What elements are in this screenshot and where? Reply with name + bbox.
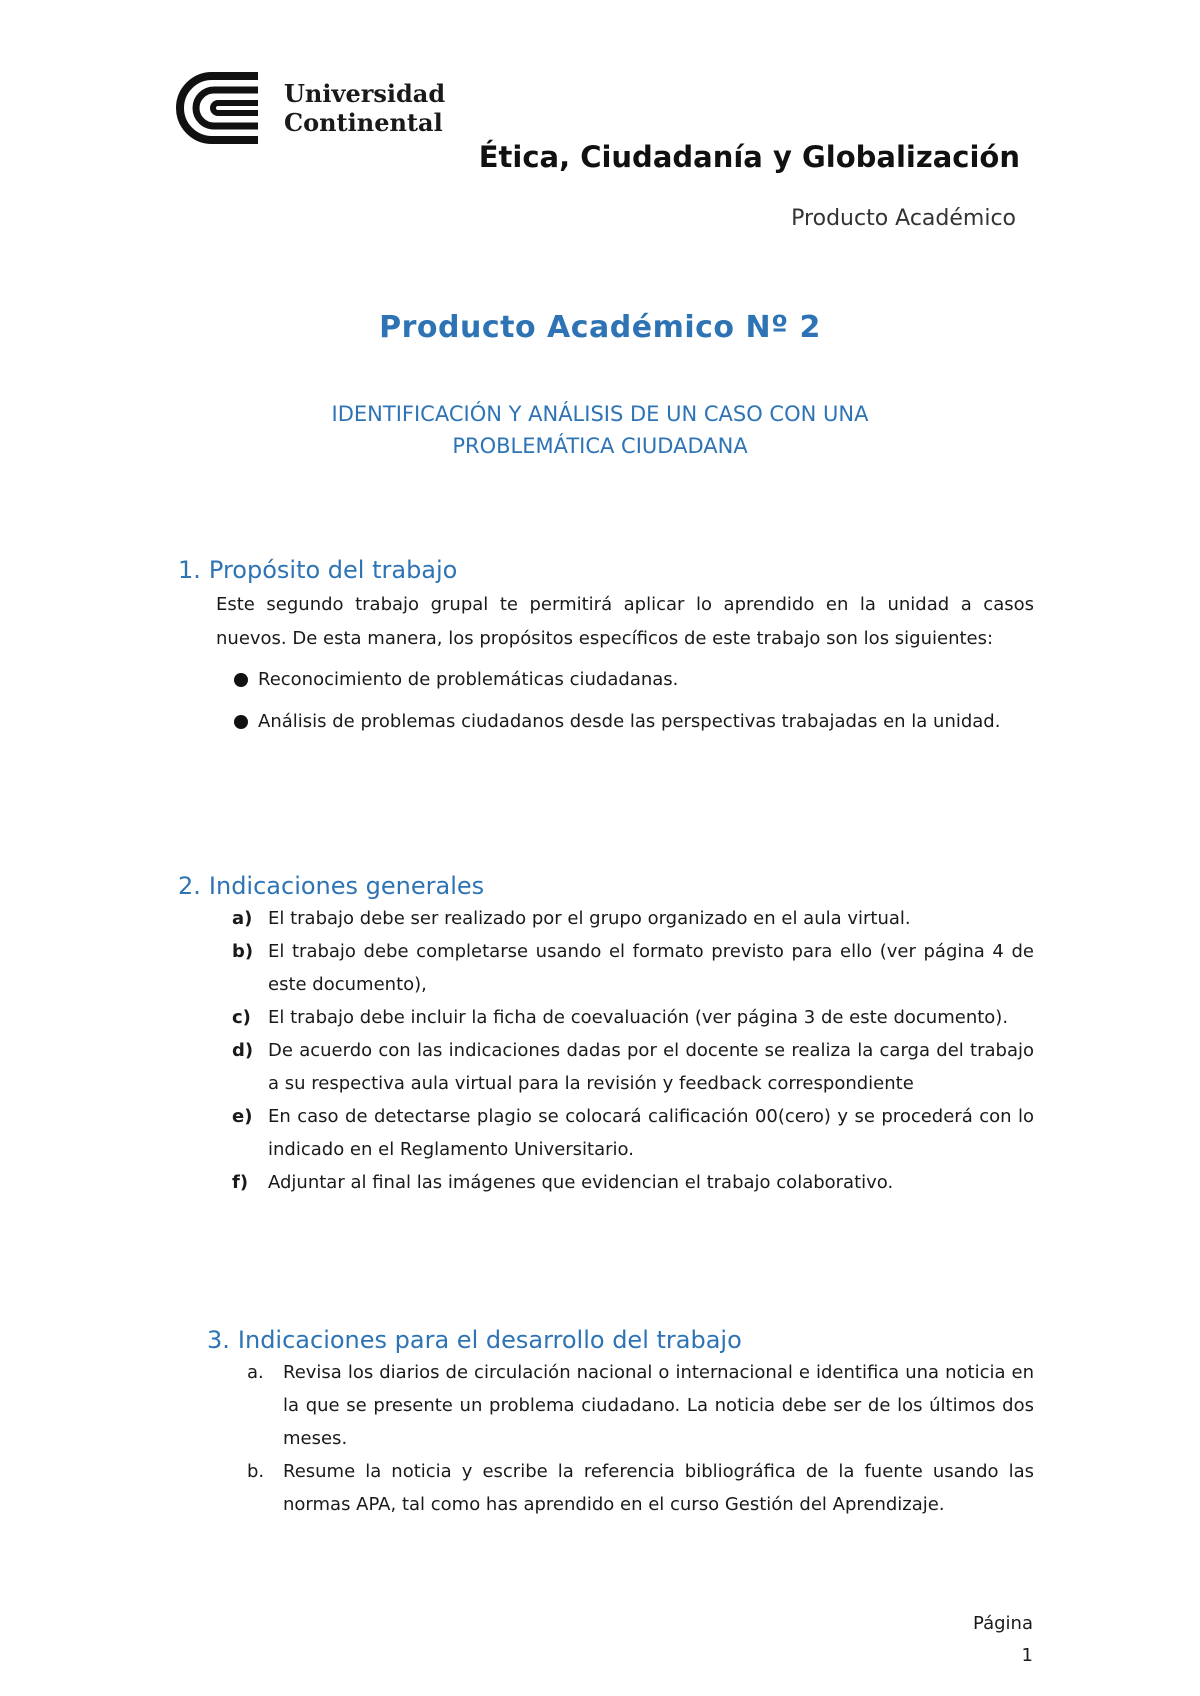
list-item xyxy=(232,902,1034,935)
section-title: Propósito del trabajo xyxy=(208,556,458,584)
list-item xyxy=(232,1034,1034,1100)
section-title: Indicaciones para el desarrollo del trabajo xyxy=(237,1326,742,1354)
document-subtitle-line-2: PROBLEMÁTICA CIUDADANA xyxy=(452,434,748,458)
list-item-text: Resume la noticia y escribe la referencia bibliográfica de la fuente usando las normas APA, tal como has aprendido en el curso Gestión del Aprendizaje. xyxy=(283,1461,1034,1515)
list-item-text: Adjuntar al final las imágenes que evidencian el trabajo colaborativo. xyxy=(268,1172,894,1193)
section-heading xyxy=(207,1326,1034,1354)
list-item-marker: a) xyxy=(232,908,253,929)
list-item-text: Revisa los diarios de circulación nacional o internacional e identifica una noticia en la que se presente un problema ciudadano. La noticia debe ser de los últimos dos meses. xyxy=(283,1362,1034,1449)
section-heading xyxy=(178,556,1034,584)
logo-wordmark xyxy=(284,79,445,137)
bullet-list xyxy=(232,660,1034,742)
course-title: Ética, Ciudadanía y Globalización xyxy=(478,140,1020,174)
list-item xyxy=(247,1455,1034,1521)
university-logo-icon xyxy=(172,70,264,146)
list-item xyxy=(232,935,1034,1001)
list-item-text: El trabajo debe ser realizado por el grupo organizado en el aula virtual. xyxy=(268,908,911,929)
list-item-text: En caso de detectarse plagio se colocará calificación 00(cero) y se procederá con lo indicado en el Reglamento Universitario. xyxy=(268,1106,1034,1160)
section-number: 2. xyxy=(178,872,201,900)
section-number: 1. xyxy=(178,556,201,584)
logo-line-2: Continental xyxy=(284,108,443,137)
section-development-indications xyxy=(207,1326,1034,1521)
section-purpose xyxy=(178,556,1034,742)
ordered-list xyxy=(232,902,1034,1199)
ordered-list xyxy=(247,1356,1034,1521)
section-general-indications xyxy=(178,872,1034,1199)
header-subtitle: Producto Académico xyxy=(791,206,1016,231)
page-footer xyxy=(973,1608,1033,1672)
section-paragraph: Este segundo trabajo grupal te permitirá aplicar lo aprendido en la unidad a casos nuevos. De esta manera, los propósitos específicos de este trabajo son los siguientes: xyxy=(216,594,1034,649)
section-heading xyxy=(178,872,1034,900)
bullet-icon xyxy=(234,673,248,687)
page-number: 1 xyxy=(1021,1645,1033,1666)
list-item xyxy=(232,1166,1034,1199)
list-item-text: El trabajo debe completarse usando el formato previsto para ello (ver página 4 de este documento), xyxy=(268,941,1034,995)
list-item-text: Análisis de problemas ciudadanos desde las perspectivas trabajadas en la unidad. xyxy=(258,711,1001,732)
list-item-marker: e) xyxy=(232,1106,253,1127)
list-item-marker: b. xyxy=(247,1461,265,1482)
list-item-marker: d) xyxy=(232,1040,254,1061)
logo-line-1: Universidad xyxy=(284,79,446,108)
list-item-marker: a. xyxy=(247,1362,264,1383)
list-item-text: Reconocimiento de problemáticas ciudadanas. xyxy=(258,669,679,690)
list-item-marker: b) xyxy=(232,941,254,962)
list-item-marker: f) xyxy=(232,1172,249,1193)
list-item-marker: c) xyxy=(232,1007,251,1028)
university-logo xyxy=(172,70,445,146)
list-item-text: El trabajo debe incluir la ficha de coevaluación (ver página 3 de este documento). xyxy=(268,1007,1009,1028)
list-item xyxy=(232,1100,1034,1166)
list-item xyxy=(232,702,1034,742)
bullet-icon xyxy=(234,715,248,729)
section-title: Indicaciones generales xyxy=(208,872,485,900)
document-subtitle-line-1: IDENTIFICACIÓN Y ANÁLISIS DE UN CASO CON UNA xyxy=(331,402,869,426)
list-item xyxy=(232,660,1034,700)
list-item xyxy=(247,1356,1034,1455)
list-item xyxy=(232,1001,1034,1034)
document-subtitle xyxy=(230,398,970,462)
document-title: Producto Académico Nº 2 xyxy=(379,310,821,345)
section-number: 3. xyxy=(207,1326,230,1354)
list-item-text: De acuerdo con las indicaciones dadas por el docente se realiza la carga del trabajo a su respectiva aula virtual para la revisión y feedback correspondiente xyxy=(268,1040,1034,1094)
page-label: Página xyxy=(973,1613,1033,1634)
